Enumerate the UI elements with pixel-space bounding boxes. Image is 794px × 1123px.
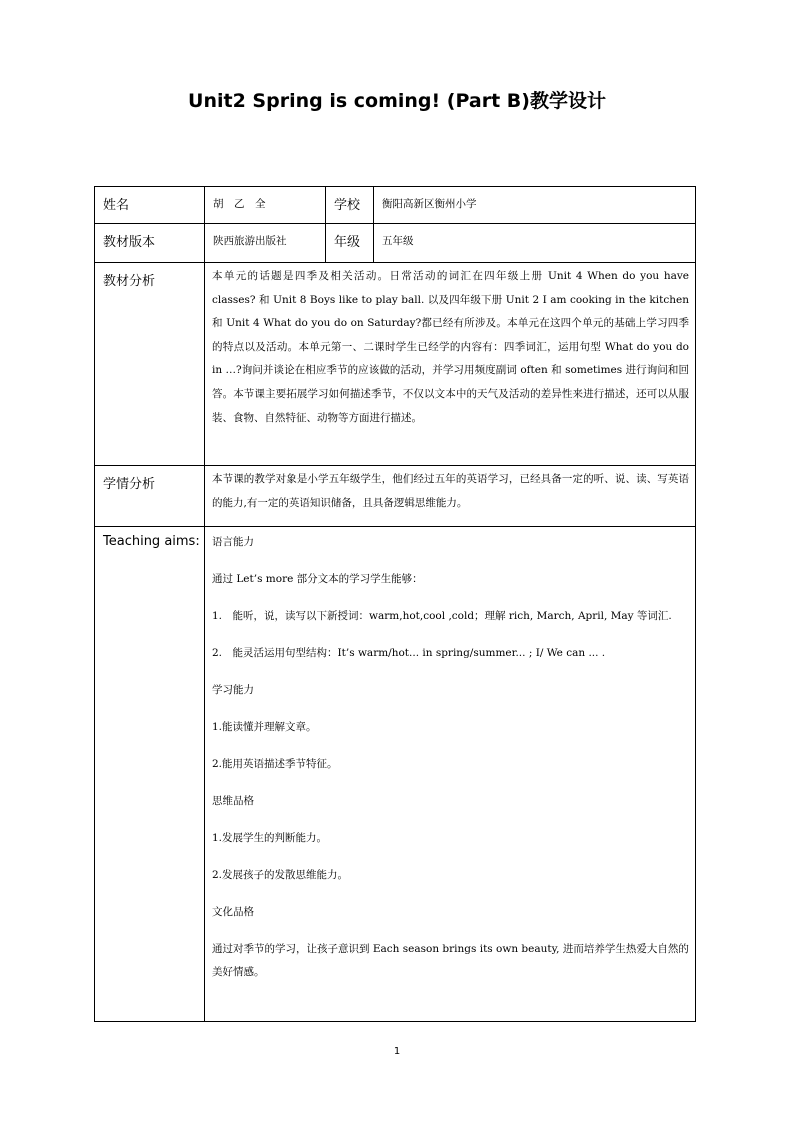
name-label: 姓名 bbox=[95, 187, 205, 224]
learning-ability-heading: 学习能力 bbox=[212, 684, 254, 696]
textbook-label: 教材版本 bbox=[95, 224, 205, 263]
row-material-analysis bbox=[95, 263, 696, 466]
document-title: Unit2 Spring is coming! (Part B)教学设计 bbox=[188, 90, 606, 112]
textbook-value: 陕西旅游出版社 bbox=[205, 224, 326, 263]
thinking-quality-item-1: 1.发展学生的判断能力。 bbox=[212, 832, 328, 844]
school-value: 衡阳高新区衡州小学 bbox=[374, 187, 696, 224]
material-analysis-text: 本单元的话题是四季及相关活动。日常活动的词汇在四年级上册 Unit 4 When do you have classes? 和 Unit 8 Boys like to play ball. 以及四年级下册 Unit 2 I am cooking in the kitchen 和 Unit 4 What do you do on Saturday?都已经有所涉及。本单元在这四个单元的基础上学习四季的特点以及活动。本单元第一、二课时学生已经学的内容有：四季词汇，运用句型 What do you do in …?询问并谈论在相应季节的应该做的活动，并学习用频度副词 often 和 sometimes 进行询问和回答。本节课主要拓展学习如何描述季节，不仅以文本中的天气及活动的差异性来进行描述，还可以从服装、食物、自然特征、动物等方面进行描述。 bbox=[205, 263, 696, 466]
language-ability-item-2: 2. 能灵活运用句型结构：It’s warm/hot... in spring/summer... ; I/ We can ... . bbox=[212, 647, 606, 659]
page-number: 1 bbox=[393, 1046, 401, 1057]
row-student-analysis bbox=[95, 466, 696, 527]
learning-ability-item-2: 2.能用英语描述季节特征。 bbox=[212, 758, 338, 770]
thinking-quality-item-2: 2.发展孩子的发散思维能力。 bbox=[212, 869, 349, 881]
teaching-aims-content bbox=[205, 527, 696, 1022]
cultural-quality-heading: 文化品格 bbox=[212, 906, 254, 918]
row-name-school bbox=[95, 187, 696, 224]
material-analysis-label: 教材分析 bbox=[95, 263, 205, 466]
cultural-quality-text: 通过对季节的学习，让孩子意识到 Each season brings its own beauty, 进而培养学生热爱大自然的美好情感。 bbox=[212, 943, 689, 978]
grade-label: 年级 bbox=[326, 224, 374, 263]
language-ability-item-1: 1. 能听，说，读写以下新授词：warm,hot,cool ,cold；理解 rich, March, April, May 等词汇. bbox=[212, 610, 672, 622]
language-ability-heading: 语言能力 bbox=[212, 536, 254, 548]
student-analysis-label: 学情分析 bbox=[95, 466, 205, 527]
thinking-quality-heading: 思维品格 bbox=[212, 795, 254, 807]
learning-ability-item-1: 1.能读懂并理解文章。 bbox=[212, 721, 317, 733]
row-textbook-grade bbox=[95, 224, 696, 263]
name-value: 胡 乙 全 bbox=[205, 187, 326, 224]
language-ability-intro: 通过 Let’s more 部分文本的学习学生能够： bbox=[212, 573, 423, 585]
grade-value: 五年级 bbox=[374, 224, 696, 263]
school-label: 学校 bbox=[326, 187, 374, 224]
lesson-info-table bbox=[94, 186, 696, 1022]
teaching-aims-label: Teaching aims: bbox=[95, 527, 205, 1022]
row-teaching-aims bbox=[95, 527, 696, 1022]
student-analysis-text: 本节课的教学对象是小学五年级学生，他们经过五年的英语学习，已经具备一定的听、说、读、写英语的能力,有一定的英语知识储备，且具备逻辑思维能力。 bbox=[205, 466, 696, 527]
